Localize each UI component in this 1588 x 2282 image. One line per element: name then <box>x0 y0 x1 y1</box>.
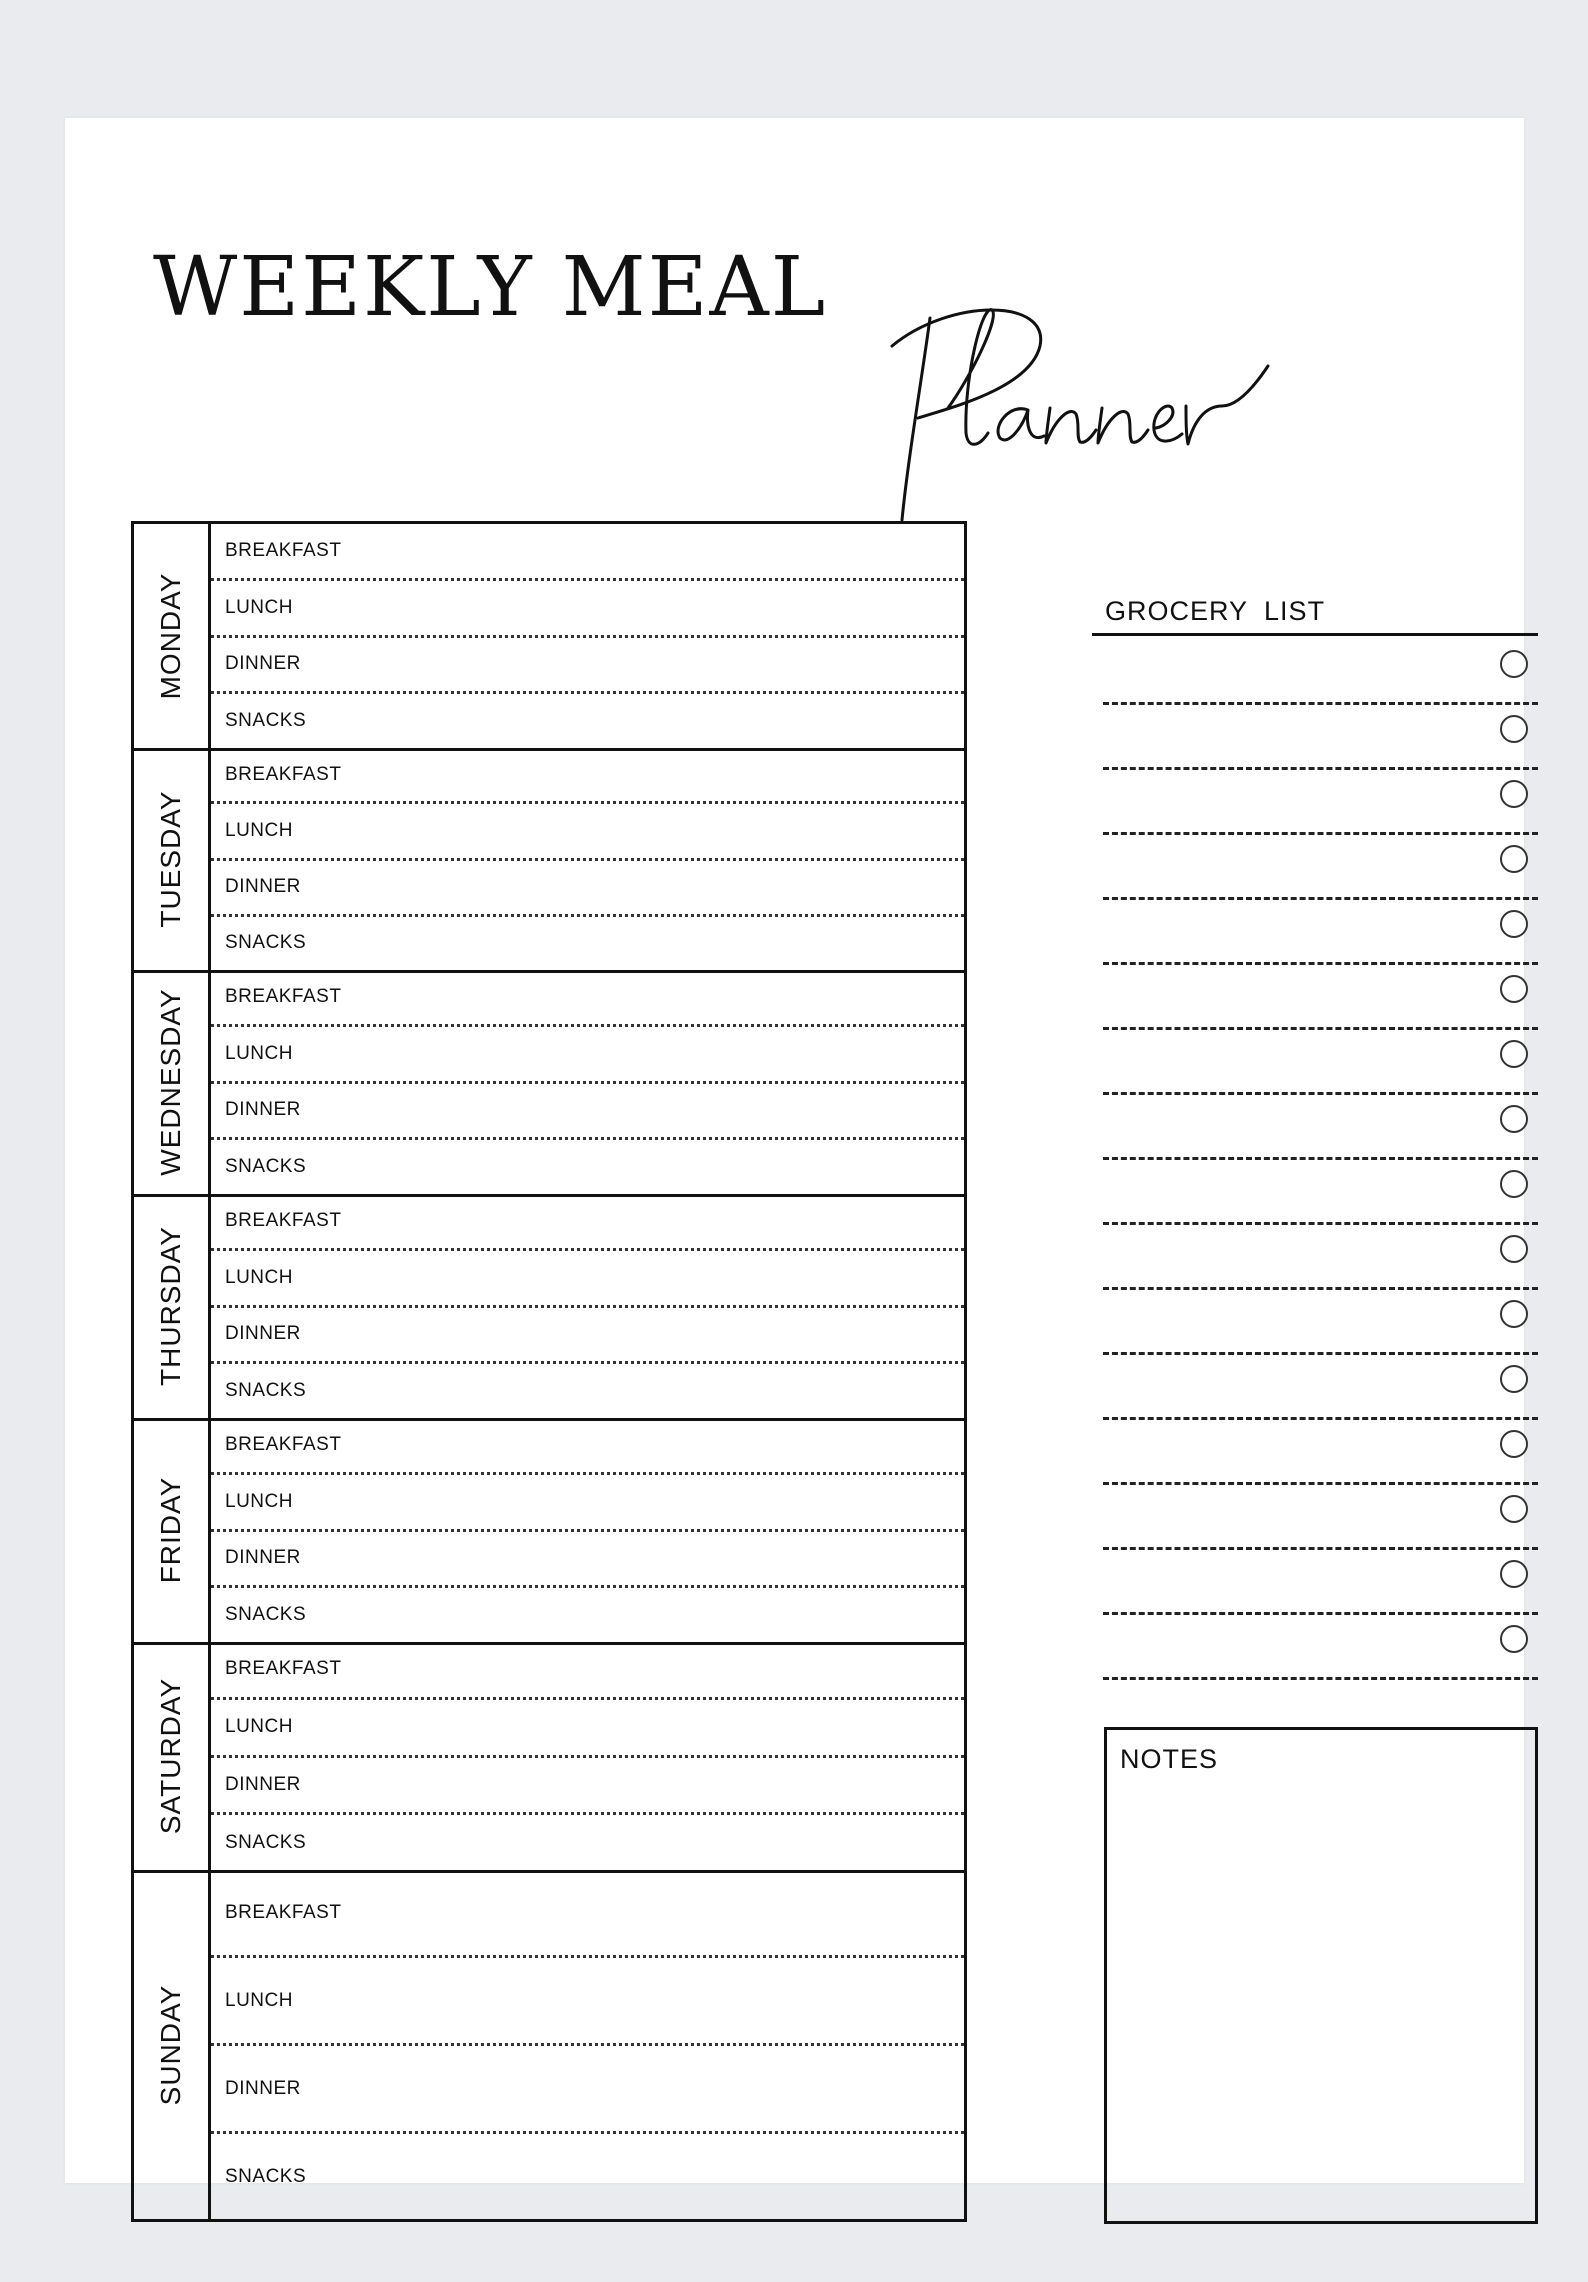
checkbox-circle-icon[interactable] <box>1500 1235 1528 1263</box>
meal-row[interactable] <box>211 804 964 860</box>
checkbox-circle-icon[interactable] <box>1500 1560 1528 1588</box>
meal-row[interactable] <box>211 694 964 748</box>
grocery-item[interactable] <box>1103 1160 1538 1225</box>
meal-row[interactable] <box>211 1532 964 1589</box>
meal-label: DINNER <box>225 1323 301 1345</box>
notes-box[interactable] <box>1104 1727 1538 2224</box>
meal-label: LUNCH <box>225 1716 293 1738</box>
meal-row[interactable] <box>211 1642 964 1700</box>
meal-row[interactable] <box>211 1475 964 1532</box>
day-label-tuesday: TUESDAY <box>134 748 211 970</box>
grocery-item[interactable] <box>1103 770 1538 835</box>
meal-label: LUNCH <box>225 819 293 841</box>
meal-row[interactable] <box>211 1251 964 1308</box>
checkbox-circle-icon[interactable] <box>1500 845 1528 873</box>
checkbox-circle-icon[interactable] <box>1500 650 1528 678</box>
meal-label: SNACKS <box>225 932 307 954</box>
meal-label: DINNER <box>225 1099 301 1121</box>
meal-label: SNACKS <box>225 710 307 732</box>
meal-row[interactable] <box>211 1194 964 1251</box>
meal-label: LUNCH <box>225 1989 293 2011</box>
checkbox-circle-icon[interactable] <box>1500 910 1528 938</box>
meal-label: LUNCH <box>225 1042 293 1064</box>
day-friday <box>134 1418 964 1645</box>
grocery-item[interactable] <box>1103 900 1538 965</box>
checkbox-circle-icon[interactable] <box>1500 1170 1528 1198</box>
meal-row[interactable] <box>211 1027 964 1084</box>
grocery-item[interactable] <box>1103 965 1538 1030</box>
meal-row[interactable] <box>211 1308 964 1365</box>
meal-label: BREAKFAST <box>225 985 342 1007</box>
meal-row[interactable] <box>211 2134 964 2219</box>
checkbox-circle-icon[interactable] <box>1500 1040 1528 1068</box>
day-saturday <box>134 1642 964 1873</box>
meal-row[interactable] <box>211 581 964 638</box>
checkbox-circle-icon[interactable] <box>1500 780 1528 808</box>
meal-row[interactable] <box>211 917 964 970</box>
meal-row[interactable] <box>211 1870 964 1958</box>
checkbox-circle-icon[interactable] <box>1500 1625 1528 1653</box>
meal-label: BREAKFAST <box>225 1658 342 1680</box>
meal-row[interactable] <box>211 1418 964 1475</box>
meal-label: BREAKFAST <box>225 1901 342 1923</box>
checkbox-circle-icon[interactable] <box>1500 1495 1528 1523</box>
grocery-item[interactable] <box>1103 1030 1538 1095</box>
grocery-item[interactable] <box>1103 1355 1538 1420</box>
meal-label: SNACKS <box>225 1156 307 1178</box>
meal-label: LUNCH <box>225 1266 293 1288</box>
day-label-sunday: SUNDAY <box>134 1870 211 2219</box>
day-label-wednesday: WEDNESDAY <box>134 970 211 1194</box>
meal-row[interactable] <box>211 1958 964 2046</box>
meal-label: BREAKFAST <box>225 1209 342 1231</box>
meal-label: DINNER <box>225 876 301 898</box>
grocery-item[interactable] <box>1103 1485 1538 1550</box>
checkbox-circle-icon[interactable] <box>1500 1105 1528 1133</box>
day-label-saturday: SATURDAY <box>134 1642 211 1870</box>
grocery-item[interactable] <box>1103 1225 1538 1290</box>
day-label-thursday: THURSDAY <box>134 1194 211 1418</box>
grocery-list-title: GROCERY LIST <box>1105 596 1326 626</box>
meal-row[interactable] <box>211 1758 964 1816</box>
meal-row[interactable] <box>211 1588 964 1642</box>
meal-label: SNACKS <box>225 2165 307 2187</box>
checkbox-circle-icon[interactable] <box>1500 715 1528 743</box>
meal-row[interactable] <box>211 970 964 1027</box>
meal-label: DINNER <box>225 2077 301 2099</box>
meal-label: BREAKFAST <box>225 1433 342 1455</box>
meal-label: BREAKFAST <box>225 763 342 785</box>
day-wednesday <box>134 970 964 1197</box>
meal-row[interactable] <box>211 1815 964 1870</box>
day-tuesday <box>134 748 964 973</box>
day-thursday <box>134 1194 964 1421</box>
meal-label: LUNCH <box>225 596 293 618</box>
day-sunday <box>134 1870 964 2219</box>
meal-label: SNACKS <box>225 1380 307 1402</box>
checkbox-circle-icon[interactable] <box>1500 1300 1528 1328</box>
meal-row[interactable] <box>211 638 964 695</box>
meal-row[interactable] <box>211 1364 964 1418</box>
grocery-item[interactable] <box>1103 835 1538 900</box>
checkbox-circle-icon[interactable] <box>1500 1365 1528 1393</box>
grocery-item[interactable] <box>1103 640 1538 705</box>
grocery-list <box>1103 640 1538 1680</box>
notes-label: NOTES <box>1120 1744 1219 1774</box>
grocery-item[interactable] <box>1103 1615 1538 1680</box>
title-script-planner <box>860 258 1330 548</box>
meal-label: DINNER <box>225 1773 301 1795</box>
planner-sheet <box>65 118 1524 2187</box>
meal-row[interactable] <box>211 1084 964 1141</box>
meal-row[interactable] <box>211 524 964 581</box>
meal-label: BREAKFAST <box>225 539 342 561</box>
meal-label: SNACKS <box>225 1604 307 1626</box>
day-label-friday: FRIDAY <box>134 1418 211 1642</box>
title-weekly-meal: WEEKLY MEAL <box>153 240 828 335</box>
meal-row[interactable] <box>211 1140 964 1194</box>
grocery-list-rule <box>1092 633 1538 636</box>
meal-row[interactable] <box>211 748 964 804</box>
grocery-item[interactable] <box>1103 1420 1538 1485</box>
grocery-item[interactable] <box>1103 1550 1538 1615</box>
grocery-item[interactable] <box>1103 1290 1538 1355</box>
meal-label: SNACKS <box>225 1831 307 1853</box>
day-monday <box>134 524 964 751</box>
meal-row[interactable] <box>211 2046 964 2134</box>
meal-label: LUNCH <box>225 1490 293 1512</box>
meal-row[interactable] <box>211 861 964 917</box>
grocery-item[interactable] <box>1103 1095 1538 1160</box>
grocery-item[interactable] <box>1103 705 1538 770</box>
weekly-meal-table <box>131 521 967 2222</box>
meal-row[interactable] <box>211 1700 964 1758</box>
meal-label: DINNER <box>225 653 301 675</box>
day-label-monday: MONDAY <box>134 524 211 748</box>
checkbox-circle-icon[interactable] <box>1500 1430 1528 1458</box>
planner-script-logo <box>860 258 1330 548</box>
meal-label: DINNER <box>225 1547 301 1569</box>
checkbox-circle-icon[interactable] <box>1500 975 1528 1003</box>
